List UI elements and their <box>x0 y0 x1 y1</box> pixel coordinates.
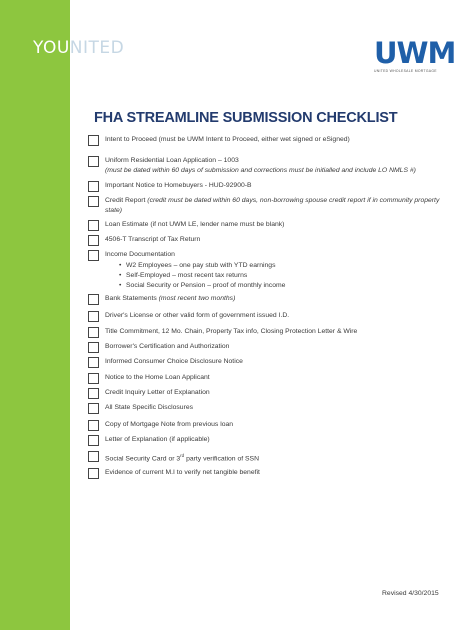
checklist-item-text <box>105 388 455 398</box>
checklist-item-text <box>105 373 455 383</box>
green-sidebar <box>0 0 70 630</box>
checklist-item-text <box>105 420 455 430</box>
checklist-item-text <box>105 294 455 304</box>
item-label: Borrower's Certification and Authorization <box>105 343 230 350</box>
brand-part-nited: NITED <box>69 38 125 58</box>
checkbox[interactable] <box>88 220 99 231</box>
item-note: (most recent two months) <box>156 295 236 302</box>
checkbox[interactable] <box>88 196 99 207</box>
checkbox[interactable] <box>88 181 99 192</box>
item-label: Copy of Mortgage Note from previous loan <box>105 421 234 428</box>
uwm-logo-mark: UWM <box>374 36 456 70</box>
page-title: FHA STREAMLINE SUBMISSION CHECKLIST <box>94 110 398 126</box>
item-label: 4506-T Transcript of Tax Return <box>105 236 201 243</box>
item-label: Informed Consumer Choice Disclosure Notice <box>105 358 243 365</box>
checkbox[interactable] <box>88 373 99 384</box>
item-label: Social Security Card or 3 <box>105 455 181 463</box>
checklist-item-text <box>105 250 455 291</box>
checklist-item-text <box>105 342 455 352</box>
checkbox[interactable] <box>88 435 99 446</box>
checklist-item-text <box>105 327 455 337</box>
checkbox[interactable] <box>88 327 99 338</box>
checklist-item-text <box>105 468 455 478</box>
checkbox[interactable] <box>88 250 99 261</box>
bullet-list <box>119 261 455 291</box>
item-label: Bank Statements <box>105 295 157 302</box>
checkbox[interactable] <box>88 420 99 431</box>
checkbox[interactable] <box>88 403 99 414</box>
item-label: All State Specific Disclosures <box>105 404 194 411</box>
checkbox[interactable] <box>88 342 99 353</box>
checkbox[interactable] <box>88 468 99 479</box>
checklist-item-text <box>105 181 455 191</box>
brand-part-you: YOU <box>33 38 70 58</box>
item-label: Income Documentation <box>105 251 175 258</box>
checkbox[interactable] <box>88 388 99 399</box>
checklist-item-text <box>105 235 455 245</box>
checklist-item-text <box>105 220 455 230</box>
checklist-item-text <box>105 403 455 413</box>
revised-date: Revised 4/30/2015 <box>382 590 439 597</box>
checkbox[interactable] <box>88 156 99 167</box>
checkbox[interactable] <box>88 135 99 146</box>
bullet-item: • W2 Employees – one pay stub with YTD earnings <box>119 261 455 271</box>
younited-brand <box>33 38 124 58</box>
item-superscript: rd <box>180 453 185 458</box>
item-label: Evidence of current M.I to verify net tangible benefit <box>105 469 260 476</box>
item-note: (must be dated within 60 days of submission and corrections must be initialled and include LO NMLS #) <box>105 167 416 174</box>
uwm-logo <box>374 36 456 73</box>
checkbox[interactable] <box>88 235 99 246</box>
item-label: Loan Estimate (if not UWM LE, lender name must be blank) <box>105 221 285 228</box>
checkbox[interactable] <box>88 357 99 368</box>
checkbox[interactable] <box>88 311 99 322</box>
checklist-item-text <box>105 135 455 145</box>
item-label: Driver's License or other valid form of government issued I.D. <box>105 312 290 319</box>
item-label: Title Commitment, 12 Mo. Chain, Property Tax info, Closing Protection Letter & Wire <box>105 328 358 335</box>
checklist-item-text <box>105 156 455 176</box>
bullet-item: • Social Security or Pension – proof of monthly income <box>119 281 455 291</box>
item-label: Intent to Proceed (must be UWM Intent to Proceed, either wet signed or eSigned) <box>105 136 350 143</box>
item-label: Credit Inquiry Letter of Explanation <box>105 389 210 396</box>
checklist-item-text <box>105 196 455 216</box>
item-label: Uniform Residential Loan Application – 1003 <box>105 157 239 164</box>
item-label: Notice to the Home Loan Applicant <box>105 374 210 381</box>
checklist-item-text <box>105 311 455 321</box>
bullet-item: • Self-Employed – most recent tax returns <box>119 271 455 281</box>
checkbox[interactable] <box>88 294 99 305</box>
checklist-item-text <box>105 435 455 445</box>
checkbox[interactable] <box>88 451 99 462</box>
item-label: Credit Report <box>105 197 146 204</box>
item-label: Important Notice to Homebuyers - HUD-92900-B <box>105 182 252 189</box>
checklist-item-text <box>105 357 455 367</box>
item-label-continued: party verification of SSN <box>184 455 259 463</box>
checklist-item-text <box>105 451 455 464</box>
item-note: (credit must be dated within 60 days, non-borrowing spouse credit report if in community property state) <box>105 197 440 214</box>
uwm-logo-subtitle: UNITED WHOLESALE MORTGAGE <box>374 69 437 73</box>
item-label: Letter of Explanation (if applicable) <box>105 436 210 443</box>
